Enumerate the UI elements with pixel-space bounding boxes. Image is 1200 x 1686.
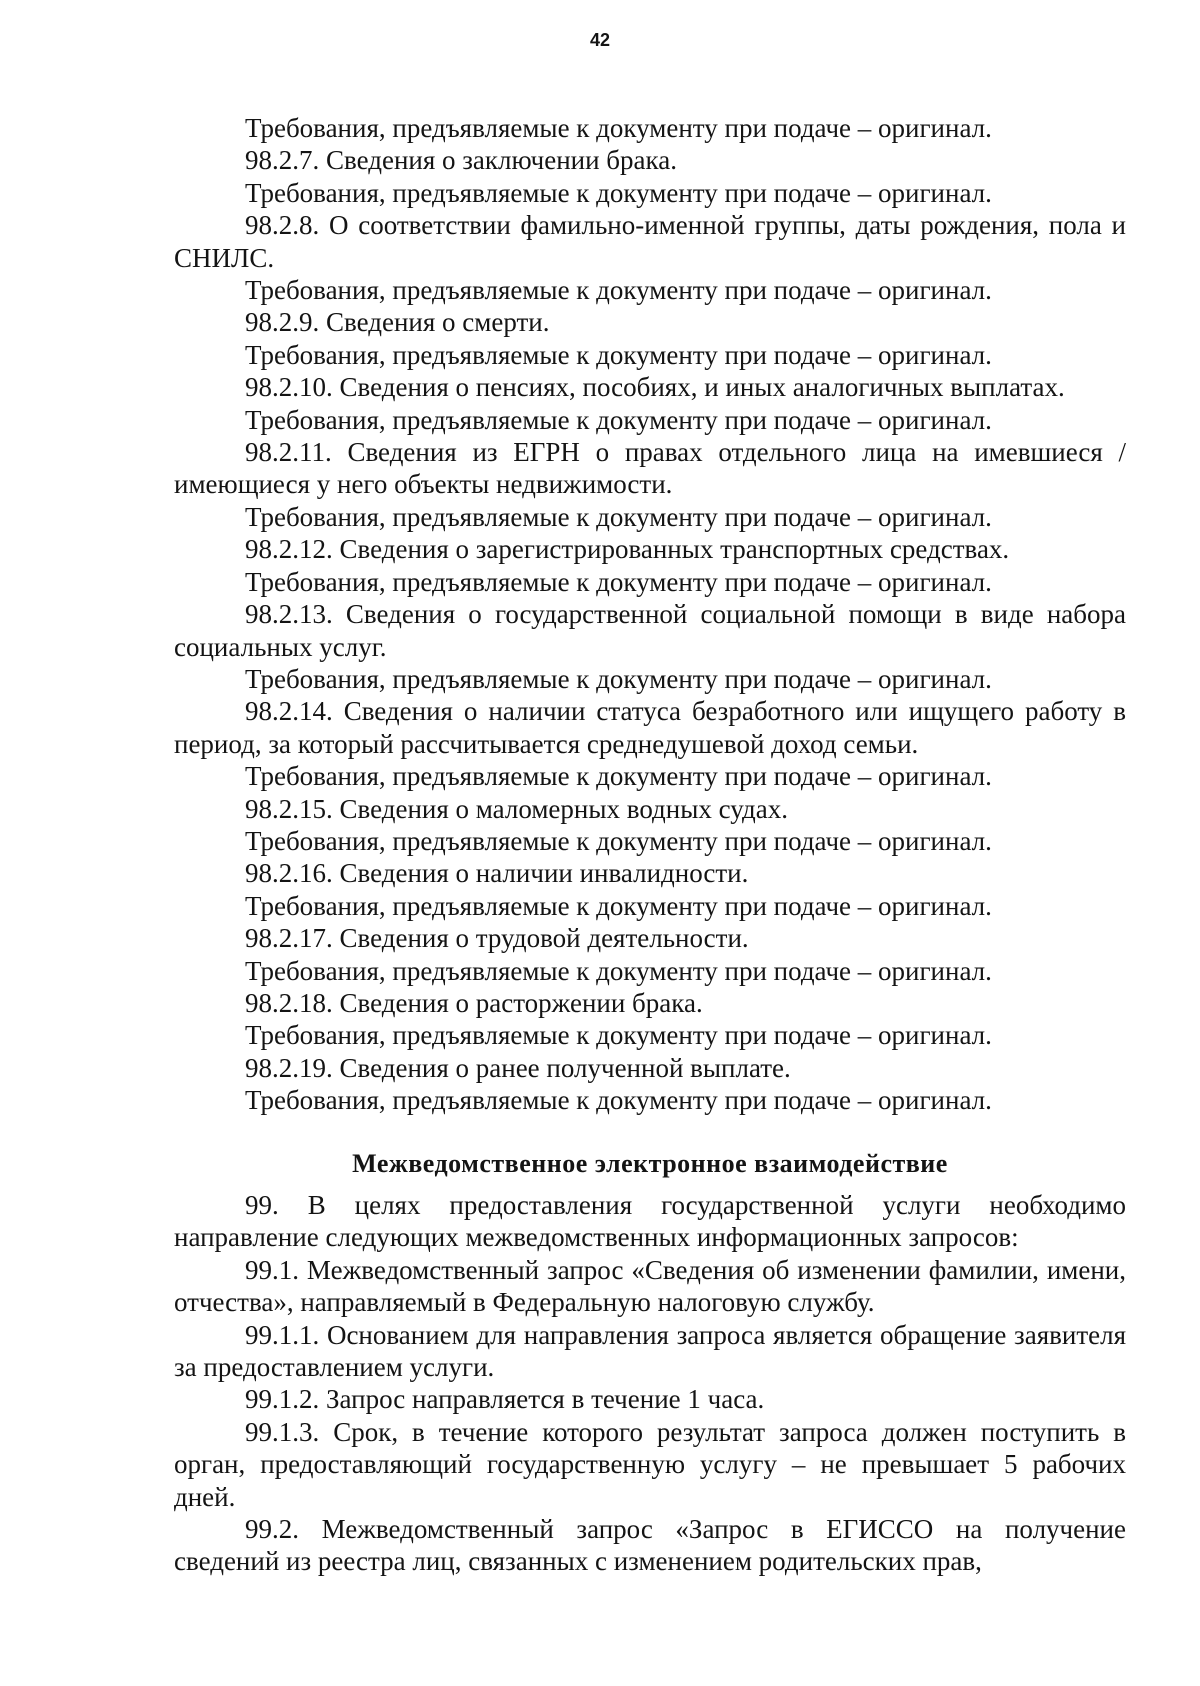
page-number: 42 xyxy=(589,30,611,50)
paragraph: 98.2.17. Сведения о трудовой деятельности. xyxy=(245,923,749,954)
paragraph: 98.2.11. Сведения из ЕГРН о правах отдельного лица на имевшиеся / имеющиеся у него объекты недвижимости. xyxy=(174,437,1126,500)
paragraph: 99. В целях предоставления государственной услуги необходимо направление следующих межведомственных информационных запросов: xyxy=(174,1190,1126,1253)
document-body xyxy=(174,112,1126,1578)
paragraph: Требования, предъявляемые к документу при подаче – оригинал. xyxy=(245,404,992,435)
paragraph: 98.2.10. Сведения о пенсиях, пособиях, и иных аналогичных выплатах. xyxy=(245,372,1065,403)
paragraph: 98.2.19. Сведения о ранее полученной выплате. xyxy=(245,1052,791,1083)
paragraph: 99.1. Межведомственный запрос «Сведения об изменении фамилии, имени, отчества», направляемый в Федеральную налоговую службу. xyxy=(174,1254,1126,1318)
paragraph: 99.1.1. Основанием для направления запроса является обращение заявителя за предоставлением услуги. xyxy=(174,1319,1126,1383)
paragraph: Требования, предъявляемые к документу при подаче – оригинал. xyxy=(245,1020,992,1051)
paragraph: Требования, предъявляемые к документу при подаче – оригинал. xyxy=(245,113,992,143)
paragraph: Требования, предъявляемые к документу при подаче – оригинал. xyxy=(245,663,992,694)
paragraph: Требования, предъявляемые к документу при подаче – оригинал. xyxy=(245,501,992,532)
paragraph: 98.2.13. Сведения о государственной социальной помощи в виде набора социальных услуг. xyxy=(174,599,1126,662)
section-heading: Межведомственное электронное взаимодействие xyxy=(352,1148,948,1178)
paragraph: 99.2. Межведомственный запрос «Запрос в ЕГИССО на получение сведений из реестра лиц, связанных с изменением родительских прав, xyxy=(174,1514,1126,1577)
paragraph: 98.2.15. Сведения о маломерных водных судах. xyxy=(245,793,789,824)
paragraph: 98.2.12. Сведения о зарегистрированных транспортных средствах. xyxy=(245,534,1010,565)
paragraph: Требования, предъявляемые к документу при подаче – оригинал. xyxy=(245,339,992,370)
paragraph: 98.2.8. О соответствии фамильно-именной группы, даты рождения, пола и СНИЛС. xyxy=(174,210,1126,273)
paragraph: 98.2.7. Сведения о заключении брака. xyxy=(245,145,677,176)
paragraph: 98.2.18. Сведения о расторжении брака. xyxy=(245,987,703,1018)
paragraph: Требования, предъявляемые к документу при подаче – оригинал. xyxy=(245,761,992,792)
paragraph: Требования, предъявляемые к документу при подаче – оригинал. xyxy=(245,890,992,921)
paragraph: Требования, предъявляемые к документу при подаче – оригинал. xyxy=(245,955,992,986)
paragraph: 99.1.2. Запрос направляется в течение 1 часа. xyxy=(245,1384,765,1415)
paragraph: Требования, предъявляемые к документу при подаче – оригинал. xyxy=(245,566,992,597)
paragraph: 98.2.14. Сведения о наличии статуса безработного или ищущего работу в период, за который рассчитывается среднедушевой доход семьи. xyxy=(174,696,1126,759)
requirements-list xyxy=(174,112,1126,1117)
paragraph: Требования, предъявляемые к документу при подаче – оригинал. xyxy=(245,177,992,208)
paragraph: 99.1.3. Срок, в течение которого результат запроса должен поступить в орган, предоставляющий государственную услугу – не превышает 5 рабочих дней. xyxy=(174,1416,1126,1512)
paragraph: Требования, предъявляемые к документу при подаче – оригинал. xyxy=(245,1085,992,1116)
interagency-requests-list xyxy=(174,1189,1126,1578)
paragraph: 98.2.16. Сведения о наличии инвалидности. xyxy=(245,858,749,889)
paragraph: 98.2.9. Сведения о смерти. xyxy=(245,307,550,338)
paragraph: Требования, предъявляемые к документу при подаче – оригинал. xyxy=(245,825,992,856)
paragraph: Требования, предъявляемые к документу при подаче – оригинал. xyxy=(245,275,992,306)
